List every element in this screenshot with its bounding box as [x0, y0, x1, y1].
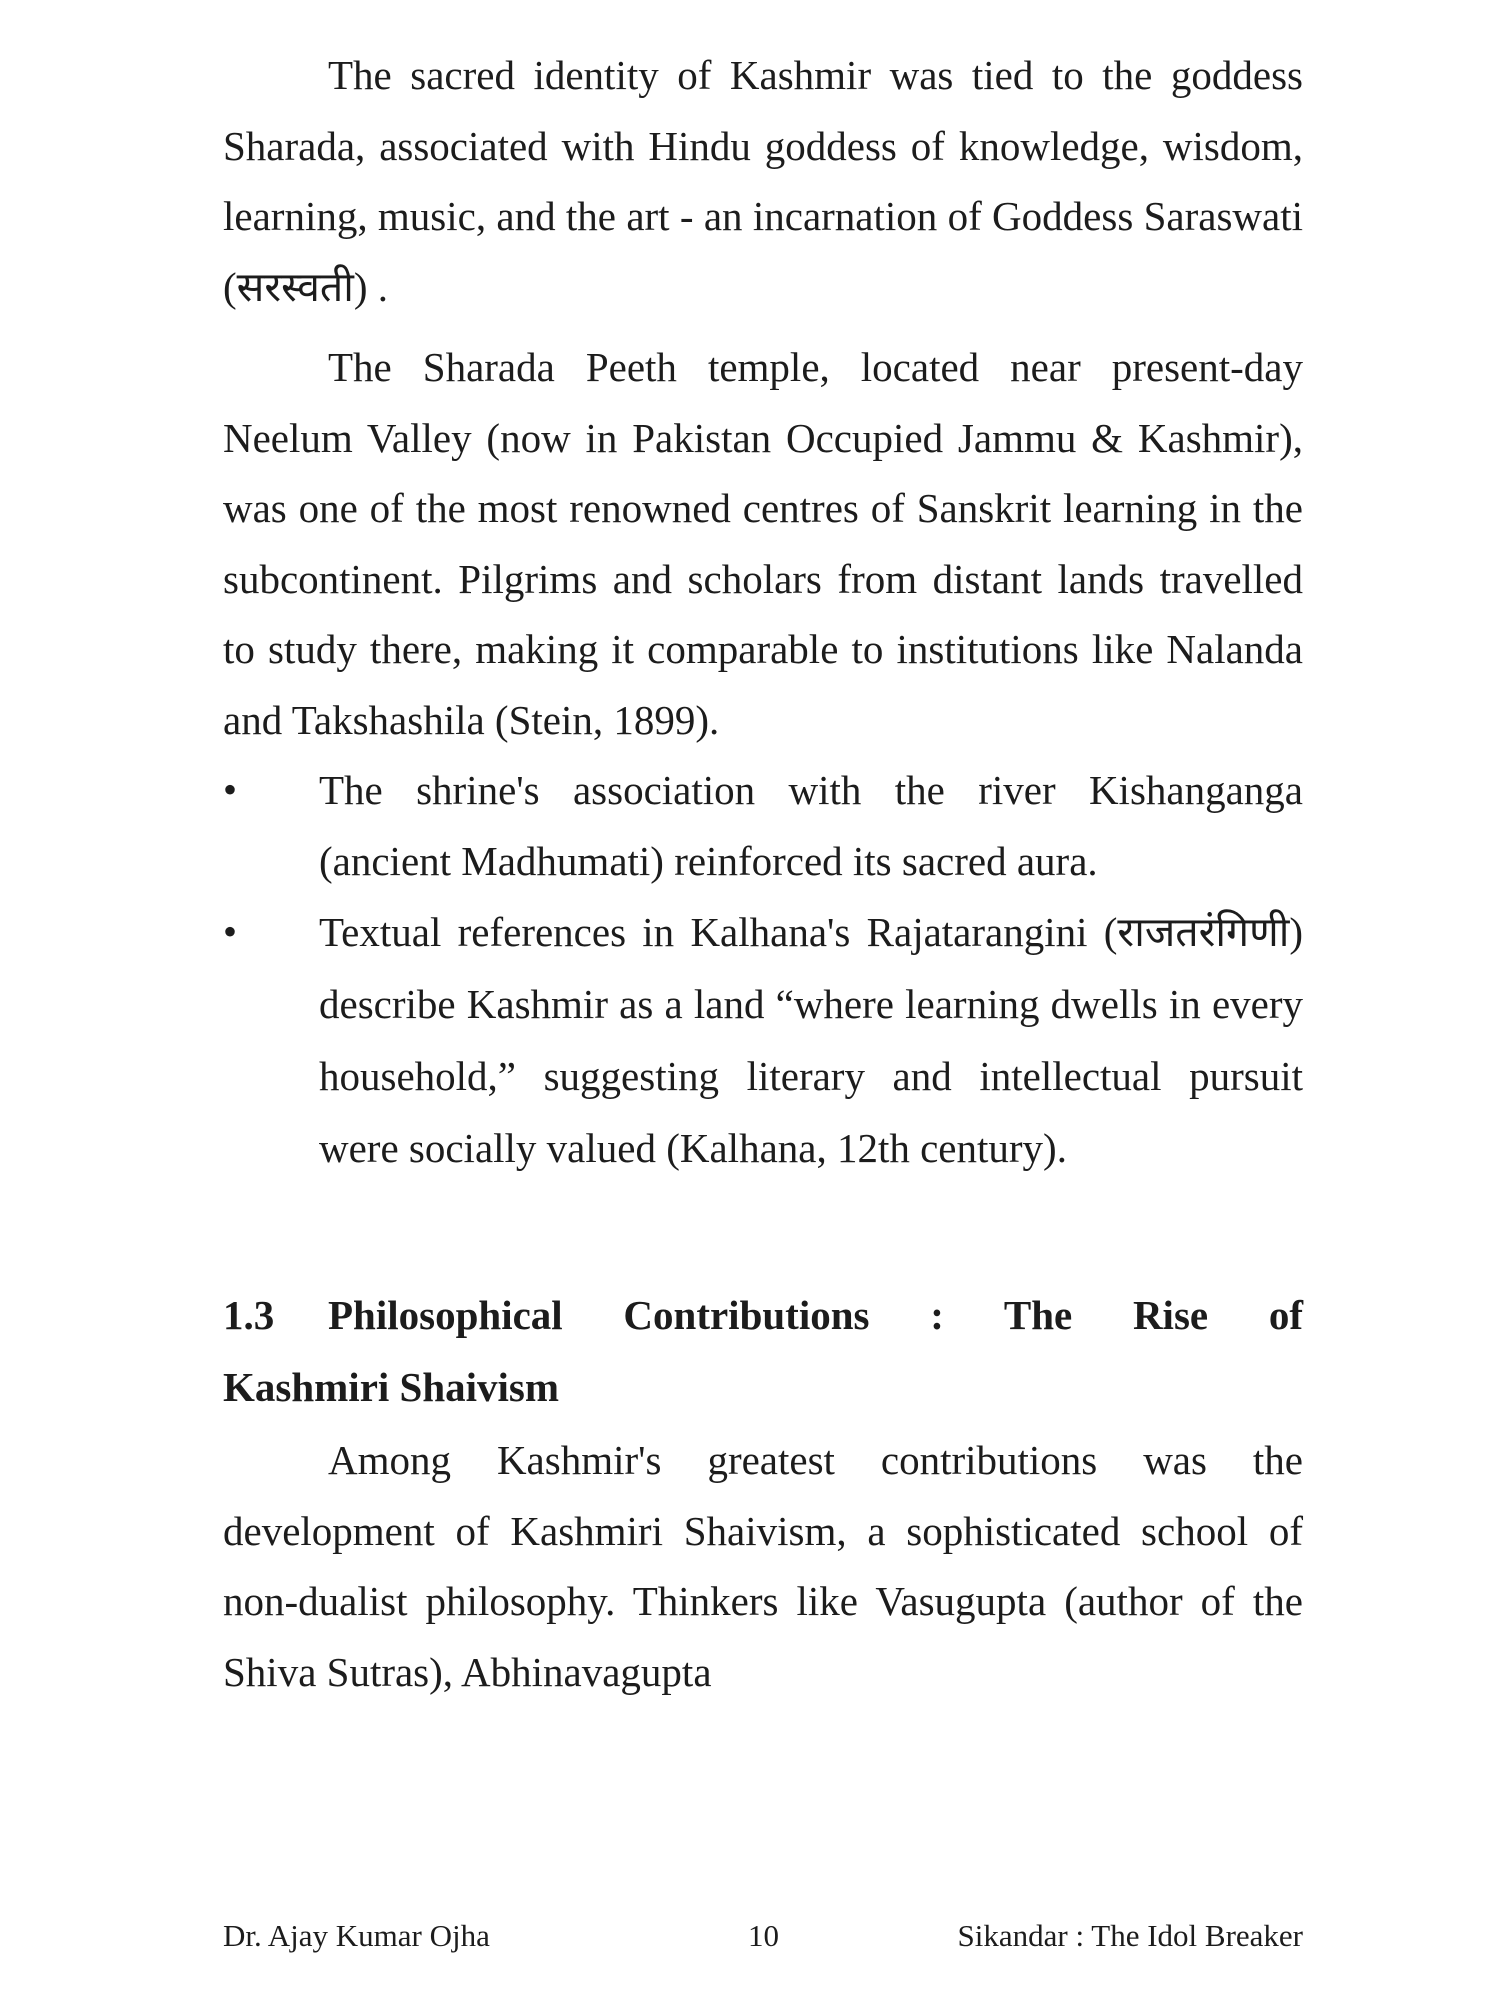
bullet-text: Textual references in Kalhana's Rajatarangini (राजतरंगिणी) describe Kashmir as a land “where learning dwells in every household,” suggesting literary and intellectual pursuit were socially valued (Kalhana, 12th century).	[319, 909, 1303, 1171]
paragraph-kashmiri-shaivism: Among Kashmir's greatest contributions was the development of Kashmiri Shaivism, a sophisticated school of non-dualist philosophy. Thinkers like Vasugupta (author of the Shiva Sutras), Abhinavagupta	[223, 1437, 1303, 1695]
paragraph-sharada-peeth: The Sharada Peeth temple, located near present-day Neelum Valley (now in Pakistan Occupied Jammu & Kashmir), was one of the most renowned centres of Sanskrit learning in the subcontinent. Pilgrims and scholars from distant lands travelled to study there, making it comparable to institutions like Nalanda and Takshashila (Stein, 1899).	[223, 344, 1303, 743]
page-content	[223, 40, 1303, 1707]
section-title-line1: Philosophical Contributions : The Rise of	[328, 1292, 1303, 1338]
bullet-icon: •	[223, 767, 238, 812]
page-number: 10	[748, 1918, 779, 1953]
bullet-text: The shrine's association with the river Kishanganga (ancient Madhumati) reinforced its sacred aura.	[319, 767, 1303, 884]
section-heading-line1	[223, 1279, 1303, 1351]
footer-book-title: Sikandar : The Idol Breaker	[957, 1918, 1303, 1953]
section-title-line2: Kashmiri Shaivism	[223, 1364, 560, 1410]
section-number: 1.3	[223, 1292, 275, 1338]
bullet-list	[223, 755, 1303, 1184]
paragraph-sharada-identity: The sacred identity of Kashmir was tied to the goddess Sharada, associated with Hindu goddess of knowledge, wisdom, learning, music, and the art - an incarnation of Goddess Saraswati (सरस्वती) .	[223, 52, 1303, 310]
list-item	[223, 755, 1303, 896]
footer-author: Dr. Ajay Kumar Ojha	[223, 1918, 490, 1953]
section-heading	[223, 1279, 1303, 1423]
list-item	[223, 896, 1303, 1184]
page-footer	[223, 1918, 1303, 1968]
bullet-icon: •	[223, 909, 238, 954]
